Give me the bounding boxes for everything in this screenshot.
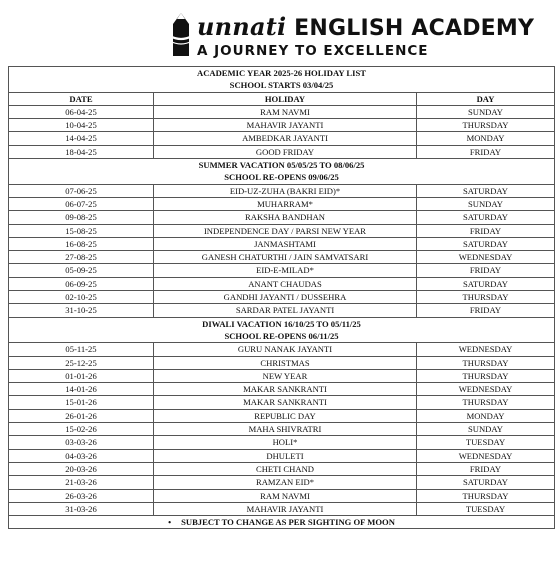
table-row	[9, 277, 555, 290]
holiday-name: MAHA SHIVRATRI	[154, 423, 417, 436]
table-row	[9, 449, 555, 462]
holiday-day: SUNDAY	[417, 197, 555, 210]
holiday-date: 26-03-26	[9, 489, 154, 502]
table-row	[9, 436, 555, 449]
holiday-date: 26-01-26	[9, 409, 154, 422]
table-row	[9, 409, 555, 422]
holiday-date: 15-01-26	[9, 396, 154, 409]
holiday-name: MAKAR SANKRANTI	[154, 383, 417, 396]
holiday-date: 14-04-25	[9, 132, 154, 145]
holiday-name: RAKSHA BANDHAN	[154, 211, 417, 224]
table-row	[9, 184, 555, 197]
table-row	[9, 304, 555, 317]
holiday-day: THURSDAY	[417, 369, 555, 382]
holiday-date: 06-09-25	[9, 277, 154, 290]
holiday-day: SATURDAY	[417, 237, 555, 250]
holiday-name: CHRISTMAS	[154, 356, 417, 369]
holiday-date: 15-08-25	[9, 224, 154, 237]
column-header-holiday: HOLIDAY	[154, 92, 417, 105]
holiday-name: AMBEDKAR JAYANTI	[154, 132, 417, 145]
holiday-name: NEW YEAR	[154, 369, 417, 382]
holiday-day: TUESDAY	[417, 502, 555, 515]
bullet-icon: •	[168, 517, 172, 528]
holiday-day: THURSDAY	[417, 356, 555, 369]
holiday-name: GANDHI JAYANTI / DUSSEHRA	[154, 291, 417, 304]
academic-year-title: ACADEMIC YEAR 2025-26 HOLIDAY LIST	[9, 67, 555, 80]
academy-header	[0, 0, 560, 64]
holiday-day: MONDAY	[417, 132, 555, 145]
holiday-day: FRIDAY	[417, 145, 555, 158]
holiday-name: MAKAR SANKRANTI	[154, 396, 417, 409]
holiday-date: 01-01-26	[9, 369, 154, 382]
holiday-name: MAHAVIR JAYANTI	[154, 502, 417, 515]
holiday-name: JANMASHTAMI	[154, 237, 417, 250]
table-row	[9, 502, 555, 515]
table-row	[9, 356, 555, 369]
holiday-table	[8, 66, 555, 529]
holiday-day: SATURDAY	[417, 184, 555, 197]
holiday-day: SUNDAY	[417, 105, 555, 118]
section-heading-row	[9, 171, 555, 184]
section-heading-row	[9, 330, 555, 343]
holiday-day: THURSDAY	[417, 489, 555, 502]
pencil-logo-icon	[167, 12, 195, 58]
holiday-date: 14-01-26	[9, 383, 154, 396]
holiday-name: EID-E-MILAD*	[154, 264, 417, 277]
holiday-day: FRIDAY	[417, 304, 555, 317]
holiday-name: GOOD FRIDAY	[154, 145, 417, 158]
holiday-date: 02-10-25	[9, 291, 154, 304]
table-row	[9, 396, 555, 409]
holiday-name: EID-UZ-ZUHA (BAKRI EID)*	[154, 184, 417, 197]
holiday-date: 04-03-26	[9, 449, 154, 462]
holiday-day: SUNDAY	[417, 423, 555, 436]
table-row	[9, 224, 555, 237]
holiday-name: HOLI*	[154, 436, 417, 449]
vacation-heading: SUMMER VACATION 05/05/25 TO 08/06/25	[9, 159, 555, 172]
table-row	[9, 119, 555, 132]
table-row	[9, 105, 555, 118]
academy-name	[197, 12, 535, 41]
holiday-name: GURU NANAK JAYANTI	[154, 343, 417, 356]
holiday-date: 06-04-25	[9, 105, 154, 118]
holiday-date: 21-03-26	[9, 476, 154, 489]
column-header-date: DATE	[9, 92, 154, 105]
holiday-day: WEDNESDAY	[417, 383, 555, 396]
column-header-row	[9, 92, 555, 105]
holiday-date: 05-11-25	[9, 343, 154, 356]
holiday-name: CHETI CHAND	[154, 462, 417, 475]
holiday-date: 03-03-26	[9, 436, 154, 449]
holiday-date: 18-04-25	[9, 145, 154, 158]
holiday-name: DHULETI	[154, 449, 417, 462]
holiday-name: REPUBLIC DAY	[154, 409, 417, 422]
holiday-date: 27-08-25	[9, 251, 154, 264]
holiday-name: ANANT CHAUDAS	[154, 277, 417, 290]
table-row	[9, 264, 555, 277]
holiday-date: 05-09-25	[9, 264, 154, 277]
table-row	[9, 197, 555, 210]
holiday-day: THURSDAY	[417, 119, 555, 132]
holiday-day: WEDNESDAY	[417, 251, 555, 264]
moon-sighting-note: SUBJECT TO CHANGE AS PER SIGHTING OF MOON	[181, 517, 395, 528]
table-row	[9, 343, 555, 356]
table-row	[9, 237, 555, 250]
footer-row	[9, 516, 555, 529]
title-row	[9, 79, 555, 92]
holiday-day: THURSDAY	[417, 291, 555, 304]
section-heading-row	[9, 317, 555, 330]
holiday-date: 20-03-26	[9, 462, 154, 475]
holiday-day: SATURDAY	[417, 277, 555, 290]
academy-tagline: A JOURNEY TO EXCELLENCE	[197, 43, 429, 59]
table-row	[9, 132, 555, 145]
table-row	[9, 462, 555, 475]
holiday-date: 25-12-25	[9, 356, 154, 369]
holiday-name: MUHARRAM*	[154, 197, 417, 210]
vacation-heading: DIWALI VACATION 16/10/25 TO 05/11/25	[9, 317, 555, 330]
holiday-day: SATURDAY	[417, 211, 555, 224]
table-row	[9, 369, 555, 382]
holiday-date: 31-03-26	[9, 502, 154, 515]
holiday-name: GANESH CHATURTHI / JAIN SAMVATSARI	[154, 251, 417, 264]
school-starts-title: SCHOOL STARTS 03/04/25	[9, 79, 555, 92]
table-row	[9, 291, 555, 304]
holiday-day: FRIDAY	[417, 264, 555, 277]
holiday-date: 09-08-25	[9, 211, 154, 224]
holiday-name: INDEPENDENCE DAY / PARSI NEW YEAR	[154, 224, 417, 237]
holiday-name: RAM NAVMI	[154, 489, 417, 502]
table-row	[9, 489, 555, 502]
table-row	[9, 251, 555, 264]
reopen-heading: SCHOOL RE-OPENS 06/11/25	[9, 330, 555, 343]
holiday-date: 06-07-25	[9, 197, 154, 210]
table-row	[9, 211, 555, 224]
holiday-name: MAHAVIR JAYANTI	[154, 119, 417, 132]
reopen-heading: SCHOOL RE-OPENS 09/06/25	[9, 171, 555, 184]
brand-suffix: ENGLISH ACADEMY	[286, 16, 535, 41]
table-row	[9, 145, 555, 158]
footer-note-cell	[9, 516, 555, 529]
holiday-day: FRIDAY	[417, 224, 555, 237]
holiday-day: SATURDAY	[417, 476, 555, 489]
column-header-day: DAY	[417, 92, 555, 105]
holiday-date: 16-08-25	[9, 237, 154, 250]
holiday-name: RAM NAVMI	[154, 105, 417, 118]
holiday-table-body	[9, 67, 555, 529]
holiday-day: WEDNESDAY	[417, 449, 555, 462]
title-row	[9, 67, 555, 80]
section-heading-row	[9, 159, 555, 172]
table-row	[9, 383, 555, 396]
holiday-day: FRIDAY	[417, 462, 555, 475]
holiday-day: THURSDAY	[417, 396, 555, 409]
holiday-date: 31-10-25	[9, 304, 154, 317]
holiday-name: RAMZAN EID*	[154, 476, 417, 489]
holiday-day: MONDAY	[417, 409, 555, 422]
holiday-date: 15-02-26	[9, 423, 154, 436]
holiday-day: WEDNESDAY	[417, 343, 555, 356]
brand-prefix: unnati	[197, 12, 287, 41]
table-row	[9, 423, 555, 436]
holiday-date: 10-04-25	[9, 119, 154, 132]
holiday-date: 07-06-25	[9, 184, 154, 197]
holiday-day: TUESDAY	[417, 436, 555, 449]
holiday-name: SARDAR PATEL JAYANTI	[154, 304, 417, 317]
table-row	[9, 476, 555, 489]
